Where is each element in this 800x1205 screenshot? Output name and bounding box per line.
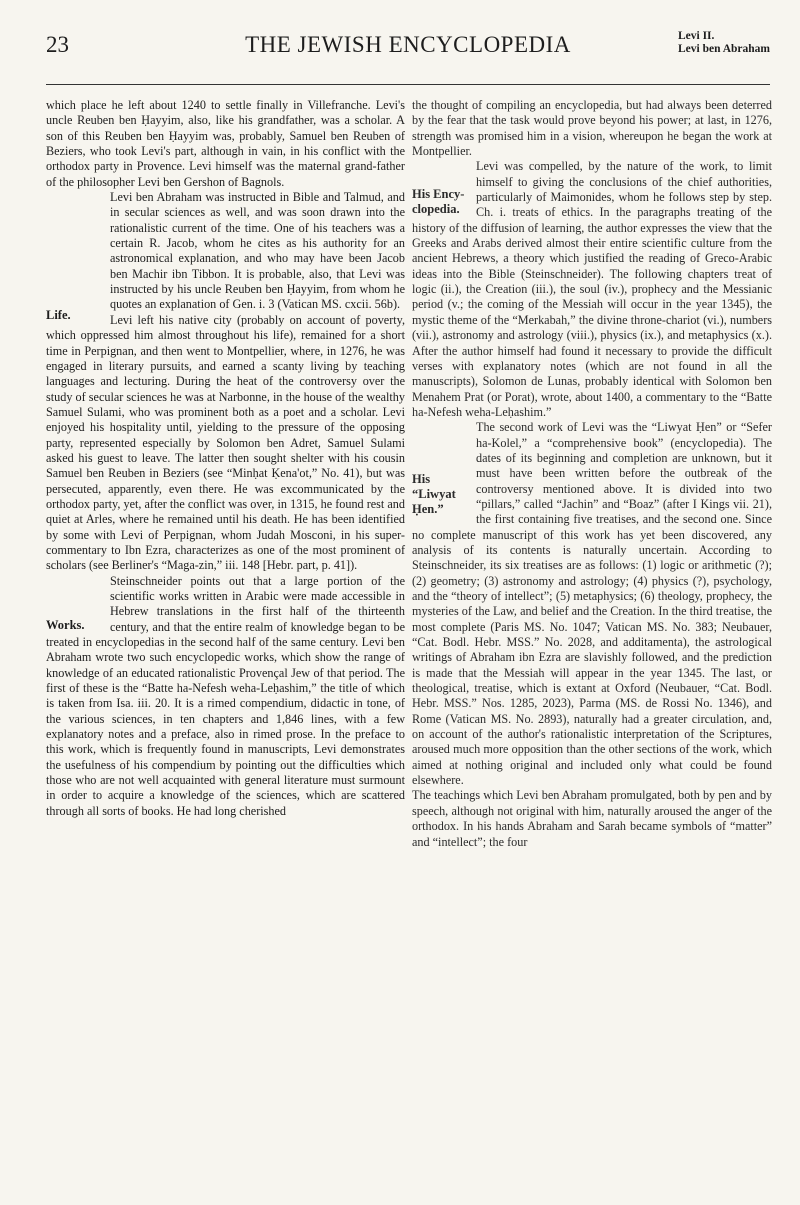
paragraph-text: Levi was compelled, by the nature of the work, to limit himself to giving the conclusions of the chief authorities, particularly of Maimonides, whom he follows step by step. Ch. i. treats of ethics. In the paragraphs treating of the history of the diffusion of learning, the author expresses the view that the Greeks and Arabs derived almost their entire scientific culture from the ancient Hebrews, a theory which justified the reading of Greco-Arabic ideas into the Bible (Steinschneider). The following chapters treat of logic (ii.), the Creation (iii.), the soul (iv.), prophecy and the Messianic period (v.; the coming of the Messiah will occur in the year 1345), the mystic theme of the “Merkabah,” the divine throne-chariot (vi.), numbers (vii.), astronomy and astrology (viii.), physics (ix.), and metaphysics (x.). After the author himself had found it necessary to provide the difficult verses with explanatory notes (which are not found in all the manuscripts), Solomon de Lunas, probably identical with Solomon ben Menahem Prat (or Porat), wrote, about 1400, a commentary to the “Batte ha-Nefesh weha-Leḥashim.” xyxy=(412,159,772,419)
paragraph: Levi left his native city (probably on account of poverty, which oppressed him almost throughout his life), remained for a short time in Perpignan, and then went to Montpellier, where, in 1276, he was engaged in literary pursuits, and earned a scanty living by teaching languages and lecturing. During the heat of the controversy over the study of secular sciences he was at Narbonne, in the house of the wealthy Samuel Sulami, who was prominent both as a poet and a scholar. Levi enjoyed his hospitality until, yielding to the pressure of the opposing party, represented especially by Solomon ben Adret, Samuel Sulami asked his guest to leave. The latter then sought shelter with his cousin Samuel ben Reuben in Beziers (see “Minḥat Ḳena'ot,” No. 41), but was persecuted, apparently, even there. He was excommunicated by the orthodox party, yet, after the conflict was over, in 1315, he found rest and quiet at Arles, where he remained until his death. He has been identified by some with Levi of Perpignan, whom Judah Mosconi, in his super-commentary to Ibn Ezra, characterizes as one of the most prominent of scholars (see Berliner's “Maga-zin,” iii. 148 [Hebr. part, p. 41]). xyxy=(46,312,405,573)
paragraph xyxy=(412,159,772,420)
side-heading-encyclopedia: His Ency-clopedia. xyxy=(412,187,465,217)
page-number: 23 xyxy=(46,32,69,57)
running-header xyxy=(46,28,770,88)
paragraph: The teachings which Levi ben Abraham promulgated, both by pen and by speech, although not original with him, naturally aroused the anger of the orthodox. In his hands Abraham and Sarah became symbols of “matter” and “intellect”; the four xyxy=(412,788,772,849)
catchword-line-1: Levi II. xyxy=(677,30,715,42)
right-column xyxy=(412,98,772,850)
paragraph-text: Steinschneider points out that a large portion of the scientific works written in Arabic were made accessible in Hebrew translations in the first half of the thirteenth century, and that the entire realm of knowledge began to be treated in encyclopedias in the second half of the same century. Levi ben Abraham wrote two such encyclopedic works, which show the range of knowledge of an educated rationalistic Provençal Jew of that period. The first of these is the “Batte ha-Nefesh weha-Leḥashim,” the title of which is taken from Isa. iii. 20. It is a rimed compendium, didactic in tone, of the various sciences, in ten chapters and 1,846 lines, with a few explanatory notes and a preface, also in rimed prose. In the preface to this work, which is frequently found in manuscripts, Levi demonstrates the usefulness of his compendium by pointing out the difficulties which those who are not well acquainted with general literature must surmount in order to acquire a knowledge of the sciences, which are scattered through all sorts of books. He had long cherished xyxy=(46,573,405,818)
side-heading-works: Works. xyxy=(46,617,85,632)
paragraph: the thought of compiling an encyclopedia, but had always been deterred by the fear that the task would prove beyond his power; at last, in 1276, strength was promised him in a vision, whereupon he began the work at Montpellier. xyxy=(412,98,772,159)
catchword-line-2: Levi ben Abraham xyxy=(677,43,770,55)
paragraph-text: Levi ben Abraham was instructed in Bible and Talmud, and in secular sciences as well, and was soon drawn into the rationalistic current of the time. One of his teachers was a certain R. Jacob, whom he cites as his authority for an astronomical explanation, and who may have been Jacob ben Machir ibn Tibbon. It is probable, also, that Levi was instructed by his uncle Reuben ben Ḥayyim, from whom he quotes an explanation of Gen. i. 3 (Vatican MS. cxcii. 56b). xyxy=(110,190,405,312)
catchword xyxy=(678,30,770,56)
left-column xyxy=(46,98,405,819)
running-title: THE JEWISH ENCYCLOPEDIA xyxy=(245,32,571,57)
paragraph-text: The second work of Levi was the “Liwyat Ḥen” or “Sefer ha-Kolel,” a “comprehensive book” (encyclopedia). The dates of its beginning and completion are unknown, but it must have been written before the outbreak of the controversy mentioned above. It is divided into two “pillars,” called “Jachin” and “Boaz” (after I Kings vii. 21), the first containing five treatises, and the second one. Since no complete manuscript of this work has yet been discovered, any analysis of its contents is naturally uncertain. According to Steinschneider, its six treatises are as follows: (1) logic or arithmetic (?); (2) geometry; (3) astronomy and astrology; (4) physics (?), psychology, and the “theory of intellect”; (5) metaphysics; (6) theology, prophecy, the mysteries of the Law, and belief and the Creation. In the third treatise, the most complete (Paris MS. No. 1047; Vatican MS. No. 383; Neubauer, “Cat. Bodl. Hebr. MSS.” No. 2028, and additamenta), the astrological writings of Abraham ibn Ezra are slavishly followed, and the prediction is made that the Messiah will appear in the year 1345. The last, or theological, treatise, which is extant at Oxford (Neubauer, “Cat. Bodl. Hebr. MSS.” Nos. 1285, 2023), Parma (MS. de Rossi No. 1346), and Rome (Vatican MS. No. 2893), naturally had a greater circulation, and, on account of the author's rationalistic interpretation of the Scriptures, aroused much more opposition than the other sections of the work, which aimed at nothing original and included only what could be found elsewhere. xyxy=(412,420,772,788)
paragraph xyxy=(46,574,405,820)
side-heading-liwyat-hen: His “Liwyat Ḥen.” xyxy=(412,472,456,517)
paragraph xyxy=(46,190,405,323)
paragraph xyxy=(412,420,772,788)
header-rule xyxy=(46,84,770,85)
side-heading-life: Life. xyxy=(46,308,71,323)
paragraph: which place he left about 1240 to settle finally in Villefranche. Levi's uncle Reuben ben Ḥayyim, also, like his grandfather, was a scholar. A son of this Reuben ben Ḥayyim was, probably, Samuel ben Reuben of Beziers, who took Levi's part, although in vain, in his conflict with the orthodox party in Provence. Levi himself was the maternal grand-father of the philosopher Levi ben Gershon of Bagnols. xyxy=(46,98,405,189)
